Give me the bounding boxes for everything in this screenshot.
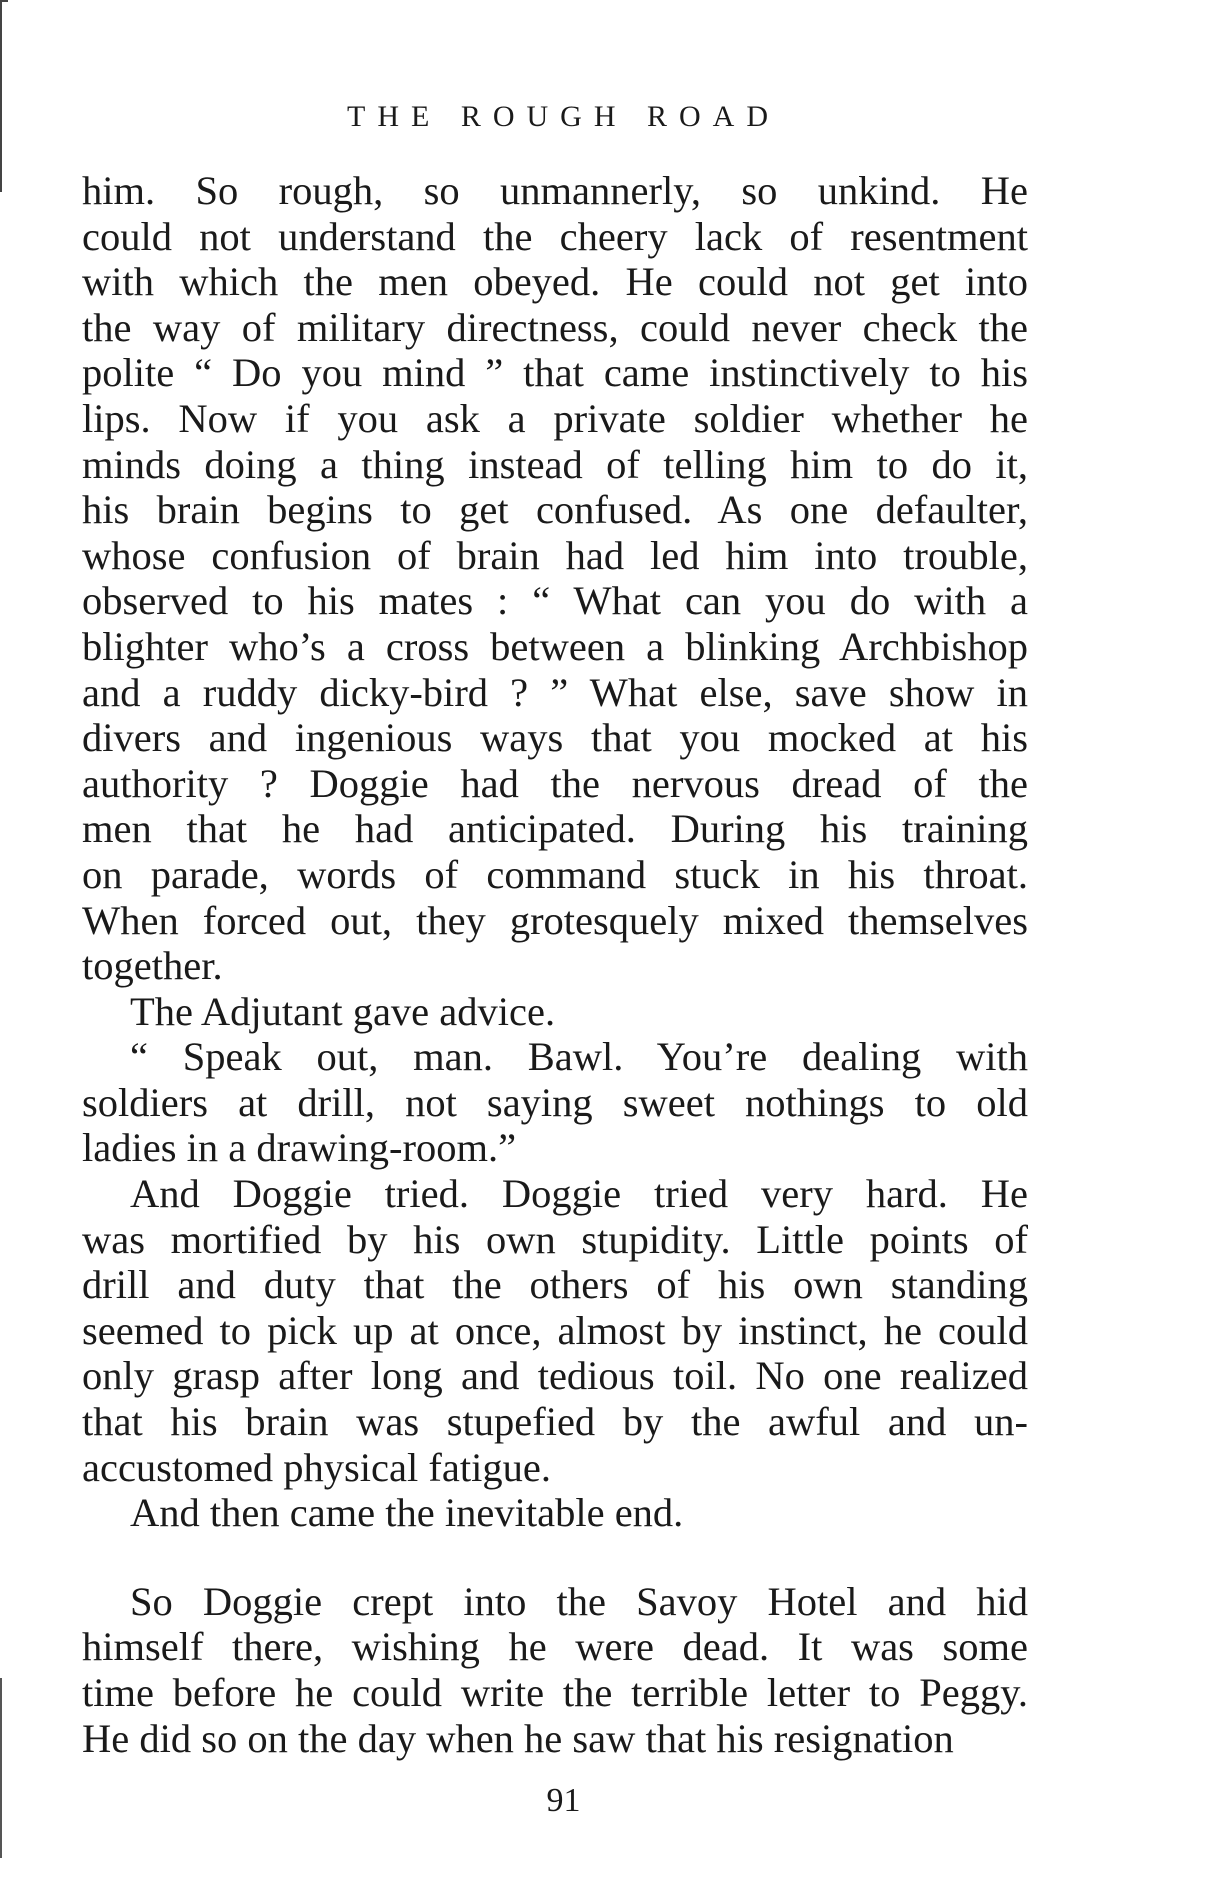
text-line: minds doing a thing instead of telling him to do it, bbox=[82, 441, 1028, 487]
text-line: polite “ Do you mind ” that came instinctively to his bbox=[82, 350, 1028, 396]
section-break bbox=[82, 1536, 1028, 1579]
body-text bbox=[82, 168, 1028, 1761]
text-line: that his brain was stupefied by the awful and un- bbox=[82, 1399, 1028, 1445]
text-line: could not understand the cheery lack of resentment bbox=[82, 213, 1028, 259]
text-line: together. bbox=[82, 943, 223, 989]
text-line: lips. Now if you ask a private soldier whether he bbox=[82, 395, 1028, 441]
paragraph bbox=[82, 1579, 1028, 1761]
text-line: his brain begins to get confused. As one defaulter, bbox=[82, 487, 1028, 533]
text-line: authority ? Doggie had the nervous dread of the bbox=[82, 760, 1028, 806]
text-line: seemed to pick up at once, almost by instinct, he could bbox=[82, 1307, 1028, 1353]
text-line: him. So rough, so unmannerly, so unkind. He bbox=[82, 168, 1028, 213]
page-number: 91 bbox=[546, 1782, 581, 1819]
text-line: He did so on the day when he saw that his resignation bbox=[82, 1715, 954, 1761]
paragraph bbox=[82, 168, 1028, 989]
text-line: And then came the inevitable end. bbox=[130, 1490, 684, 1536]
text-line: divers and ingenious ways that you mocked at his bbox=[82, 715, 1028, 761]
text-line: on parade, words of command stuck in his throat. bbox=[82, 851, 1028, 897]
text-line: “ Speak out, man. Bawl. You’re dealing with bbox=[130, 1034, 1028, 1080]
paragraph bbox=[82, 989, 1028, 1035]
running-head: THE ROUGH ROAD bbox=[347, 100, 780, 133]
paragraph bbox=[82, 1490, 1028, 1536]
text-line: The Adjutant gave advice. bbox=[130, 988, 556, 1034]
text-line: himself there, wishing he were dead. It was some bbox=[82, 1624, 1028, 1670]
text-line: ladies in a drawing-room.” bbox=[82, 1125, 517, 1171]
text-line: When forced out, they grotesquely mixed themselves bbox=[82, 897, 1028, 943]
page-edge-mark bbox=[0, 0, 8, 192]
text-line: only grasp after long and tedious toil. No one realized bbox=[82, 1353, 1028, 1399]
text-line: drill and duty that the others of his own standing bbox=[82, 1262, 1028, 1308]
text-line: blighter who’s a cross between a blinking Archbishop bbox=[82, 623, 1028, 669]
text-line: the way of military directness, could never check the bbox=[82, 304, 1028, 350]
text-line: time before he could write the terrible letter to Peggy. bbox=[82, 1670, 1028, 1715]
text-line: was mortified by his own stupidity. Little points of bbox=[82, 1216, 1028, 1262]
text-line: soldiers at drill, not saying sweet nothings to old bbox=[82, 1079, 1028, 1125]
text-line: and a ruddy dicky-bird ? ” What else, save show in bbox=[82, 669, 1028, 715]
page-edge-mark-bottom bbox=[0, 1678, 6, 1858]
text-line: observed to his mates : “ What can you do with a bbox=[82, 578, 1028, 624]
text-line: So Doggie crept into the Savoy Hotel and hid bbox=[130, 1578, 1028, 1624]
paragraph bbox=[82, 1171, 1028, 1490]
text-line: with which the men obeyed. He could not get into bbox=[82, 259, 1028, 305]
paragraph bbox=[82, 1034, 1028, 1171]
text-line: whose confusion of brain had led him into trouble, bbox=[82, 532, 1028, 578]
text-line: men that he had anticipated. During his training bbox=[82, 806, 1028, 852]
text-line: accustomed physical fatigue. bbox=[82, 1444, 551, 1490]
text-line: And Doggie tried. Doggie tried very hard. He bbox=[130, 1171, 1028, 1217]
